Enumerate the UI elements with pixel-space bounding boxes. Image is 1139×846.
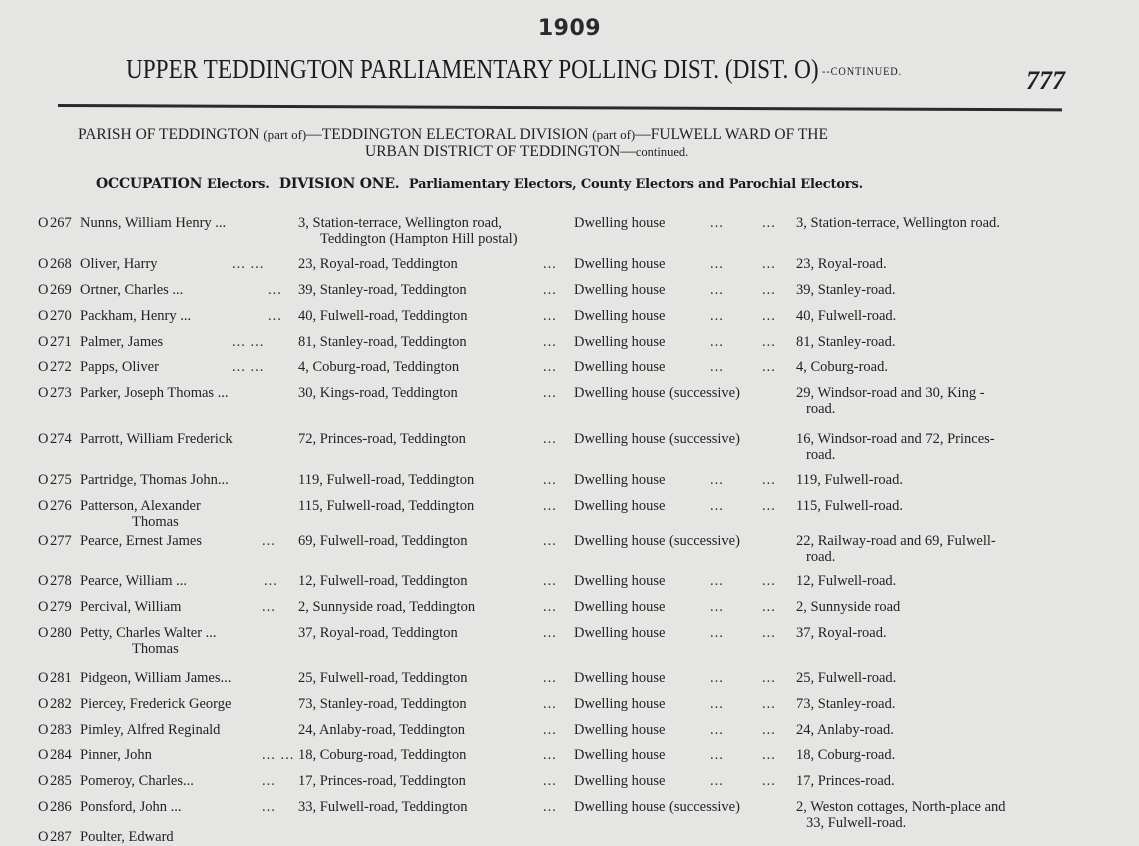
leader-dots: ... [762, 308, 776, 324]
leader-dots: ... [710, 359, 724, 375]
leader-dots: ... [262, 773, 276, 789]
elector-name: Palmer, James [80, 334, 164, 350]
division-letter: O [38, 282, 49, 298]
running-title [126, 54, 902, 85]
elector-name: Pidgeon, William James... [80, 670, 232, 686]
abode-address: 4, Coburg-road, Teddington [298, 359, 460, 375]
qualifying-property-continued: road. [806, 549, 836, 565]
leader-dots: ... [710, 215, 724, 231]
elector-name: Pimley, Alfred Reginald [80, 722, 221, 738]
abode-address: 3, Station-terrace, Wellington road, [298, 215, 502, 231]
qualification-nature: Dwelling house (successive) [574, 533, 740, 549]
leader-dots: ... [762, 670, 776, 686]
qualifying-property: 40, Fulwell-road. [796, 308, 897, 324]
division-letter: O [38, 308, 49, 324]
qualification-nature: Dwelling house [574, 215, 666, 231]
header-rule-divider [58, 104, 1062, 111]
leader-dots: ... ... [232, 334, 265, 350]
elector-name: Parker, Joseph Thomas ... [80, 385, 229, 401]
leader-dots: ... [762, 256, 776, 272]
leader-dots: ... [762, 625, 776, 641]
division-label: DIVISION ONE. [278, 176, 400, 192]
leader-dots: ... [762, 215, 776, 231]
leader-dots: ... ... [232, 359, 265, 375]
leader-dots: ... [710, 625, 724, 641]
leader-dots: ... [762, 599, 776, 615]
occupation-label: OCCUPATION [96, 176, 203, 192]
parish-line-1 [78, 126, 828, 143]
division-letter: O [38, 472, 49, 488]
division-letter: O [38, 256, 49, 272]
leader-dots: ... [762, 498, 776, 514]
leader-dots: ... [762, 696, 776, 712]
leader-dots: ... [268, 282, 282, 298]
abode-address: 24, Anlaby-road, Teddington [298, 722, 466, 738]
leader-dots: ... [543, 799, 557, 815]
division-letter: O [38, 670, 49, 686]
elector-number: 283 [50, 722, 72, 738]
division-letter: O [38, 533, 49, 549]
leader-dots: ... [762, 334, 776, 350]
elector-name: Piercey, Frederick George [80, 696, 232, 712]
elector-name: Pinner, John [80, 747, 152, 763]
abode-address: 18, Coburg-road, Teddington [298, 747, 467, 763]
leader-dots: ... [710, 599, 724, 615]
elector-name: Petty, Charles Walter ... [80, 625, 217, 641]
elector-number: 270 [50, 308, 72, 324]
qualifying-property: 23, Royal-road. [796, 256, 887, 272]
qualifying-property: 2, Weston cottages, North-place and [796, 799, 1006, 815]
qualification-nature: Dwelling house [574, 670, 666, 686]
leader-dots: ... [710, 773, 724, 789]
qualification-nature: Dwelling house [574, 334, 666, 350]
division-letter: O [38, 696, 49, 712]
qualifying-property: 29, Windsor-road and 30, King - [796, 385, 985, 401]
leader-dots: ... [543, 431, 557, 447]
elector-number: 279 [50, 599, 72, 615]
abode-address: 72, Princes-road, Teddington [298, 431, 466, 447]
part-of-note: (part of) [263, 127, 307, 142]
elector-number: 275 [50, 472, 72, 488]
leader-dots: ... [543, 334, 557, 350]
division-letter: O [38, 599, 49, 615]
abode-address: 69, Fulwell-road, Teddington [298, 533, 468, 549]
division-letter: O [38, 722, 49, 738]
qualification-nature: Dwelling house (successive) [574, 431, 740, 447]
division-letter: O [38, 385, 49, 401]
abode-address: 81, Stanley-road, Teddington [298, 334, 467, 350]
leader-dots: ... [710, 308, 724, 324]
qualification-nature: Dwelling house [574, 722, 666, 738]
division-letter: O [38, 359, 49, 375]
leader-dots: ... [543, 533, 557, 549]
qualifying-property-continued: 33, Fulwell-road. [806, 815, 907, 831]
qualifying-property-continued: road. [806, 447, 836, 463]
qualifying-property: 16, Windsor-road and 72, Princes- [796, 431, 995, 447]
parish-line-2 [365, 143, 688, 161]
qualification-nature: Dwelling house [574, 498, 666, 514]
elector-name: Patterson, Alexander [80, 498, 201, 514]
abode-address: 119, Fulwell-road, Teddington [298, 472, 475, 488]
abode-address-continued: Teddington (Hampton Hill postal) [320, 231, 518, 247]
abode-address: 23, Royal-road, Teddington [298, 256, 458, 272]
elector-name: Papps, Oliver [80, 359, 159, 375]
parish-name: PARISH OF TEDDINGTON [78, 126, 260, 143]
year-heading: 1909 [537, 16, 602, 41]
qualifying-property: 12, Fulwell-road. [796, 573, 897, 589]
elector-number: 277 [50, 533, 72, 549]
leader-dots: ... [262, 599, 276, 615]
abode-address: 17, Princes-road, Teddington [298, 773, 466, 789]
qualification-nature: Dwelling house [574, 696, 666, 712]
leader-dots: ... [543, 625, 557, 641]
elector-number: 272 [50, 359, 72, 375]
division-letter: O [38, 498, 49, 514]
part-of-note: (part of) [592, 127, 636, 142]
qualifying-property: 3, Station-terrace, Wellington road. [796, 215, 1000, 231]
leader-dots: ... [543, 773, 557, 789]
qualification-nature: Dwelling house [574, 282, 666, 298]
qualification-nature: Dwelling house [574, 359, 666, 375]
elector-name: Parrott, William Frederick [80, 431, 233, 447]
qualifying-property: 25, Fulwell-road. [796, 670, 897, 686]
leader-dots: ... [710, 722, 724, 738]
running-title-text: UPPER TEDDINGTON PARLIAMENTARY POLLING DIST. (DIST. O) [126, 54, 819, 84]
leader-dots: ... [762, 773, 776, 789]
qualification-nature: Dwelling house (successive) [574, 385, 740, 401]
qualifying-property: 115, Fulwell-road. [796, 498, 903, 514]
leader-dots: ... [268, 308, 282, 324]
qualification-nature: Dwelling house [574, 472, 666, 488]
qualification-nature: Dwelling house [574, 773, 666, 789]
leader-dots: ... [710, 472, 724, 488]
page-number: 777 [1026, 66, 1065, 95]
qualification-nature: Dwelling house [574, 573, 666, 589]
elector-name-continued: Thomas [132, 641, 179, 657]
leader-dots: ... [762, 573, 776, 589]
leader-dots: ... [710, 696, 724, 712]
division-letter: O [38, 431, 49, 447]
ward-name: —FULWELL WARD OF THE [635, 126, 828, 143]
leader-dots: ... [262, 799, 276, 815]
leader-dots: ... [710, 256, 724, 272]
leader-dots: ... [710, 573, 724, 589]
qualification-nature: Dwelling house [574, 625, 666, 641]
qualifying-property: 81, Stanley-road. [796, 334, 896, 350]
leader-dots: ... [762, 747, 776, 763]
qualifying-property: 24, Anlaby-road. [796, 722, 894, 738]
abode-address: 40, Fulwell-road, Teddington [298, 308, 468, 324]
elector-number: 278 [50, 573, 72, 589]
division-letter: O [38, 334, 49, 350]
elector-name: Pomeroy, Charles... [80, 773, 194, 789]
elector-name: Oliver, Harry [80, 256, 158, 272]
leader-dots: ... [710, 670, 724, 686]
leader-dots: ... [710, 282, 724, 298]
abode-address: 39, Stanley-road, Teddington [298, 282, 467, 298]
elector-number: 280 [50, 625, 72, 641]
division-letter: O [38, 799, 49, 815]
elector-name: Poulter, Edward [80, 829, 174, 845]
leader-dots: ... [543, 599, 557, 615]
elector-name: Pearce, Ernest James [80, 533, 202, 549]
qualifying-property: 4, Coburg-road. [796, 359, 888, 375]
qualifying-property: 37, Royal-road. [796, 625, 887, 641]
elector-number: 276 [50, 498, 72, 514]
leader-dots: ... [543, 472, 557, 488]
continued-label: --CONTINUED. [822, 64, 903, 78]
elector-number: 282 [50, 696, 72, 712]
elector-types-label: Parliamentary Electors, County Electors and Parochial Electors. [408, 177, 863, 192]
qualification-nature: Dwelling house [574, 747, 666, 763]
leader-dots: ... [762, 282, 776, 298]
leader-dots: ... [262, 533, 276, 549]
elector-number: 281 [50, 670, 72, 686]
elector-number: 285 [50, 773, 72, 789]
qualifying-property: 18, Coburg-road. [796, 747, 896, 763]
leader-dots: ... [543, 696, 557, 712]
qualifying-property-continued: road. [806, 401, 836, 417]
leader-dots: ... [710, 334, 724, 350]
division-letter: O [38, 215, 49, 231]
elector-number: 274 [50, 431, 72, 447]
elector-name: Packham, Henry ... [80, 308, 192, 324]
elector-number: 269 [50, 282, 72, 298]
qualifying-property: 39, Stanley-road. [796, 282, 896, 298]
division-letter: O [38, 773, 49, 789]
leader-dots: ... [762, 359, 776, 375]
abode-address: 30, Kings-road, Teddington [298, 385, 458, 401]
leader-dots: ... ... [232, 256, 265, 272]
electoral-division-name: —TEDDINGTON ELECTORAL DIVISION [306, 126, 589, 143]
qualifying-property: 2, Sunnyside road [796, 599, 901, 615]
leader-dots: ... [543, 359, 557, 375]
qualification-nature: Dwelling house [574, 256, 666, 272]
list-subheading [96, 176, 863, 192]
qualifying-property: 119, Fulwell-road. [796, 472, 903, 488]
elector-number: 273 [50, 385, 72, 401]
qualification-nature: Dwelling house [574, 599, 666, 615]
electors-label: Electors. [206, 177, 270, 192]
leader-dots: ... [543, 722, 557, 738]
leader-dots: ... [543, 385, 557, 401]
continued-note: continued. [635, 145, 689, 159]
elector-name: Nunns, William Henry ... [80, 215, 227, 231]
qualifying-property: 17, Princes-road. [796, 773, 895, 789]
qualification-nature: Dwelling house (successive) [574, 799, 740, 815]
qualification-nature: Dwelling house [574, 308, 666, 324]
abode-address: 115, Fulwell-road, Teddington [298, 498, 475, 514]
elector-number: 267 [50, 215, 72, 231]
elector-number: 287 [50, 829, 72, 845]
leader-dots: ... [543, 256, 557, 272]
leader-dots: ... [543, 498, 557, 514]
leader-dots: ... [543, 747, 557, 763]
elector-number: 284 [50, 747, 72, 763]
qualifying-property: 73, Stanley-road. [796, 696, 896, 712]
leader-dots: ... [710, 498, 724, 514]
leader-dots: ... [710, 747, 724, 763]
leader-dots: ... [543, 573, 557, 589]
elector-name: Ortner, Charles ... [80, 282, 184, 298]
leader-dots: ... [543, 282, 557, 298]
abode-address: 73, Stanley-road, Teddington [298, 696, 467, 712]
leader-dots: ... [543, 670, 557, 686]
abode-address: 2, Sunnyside road, Teddington [298, 599, 476, 615]
abode-address: 33, Fulwell-road, Teddington [298, 799, 468, 815]
abode-address: 12, Fulwell-road, Teddington [298, 573, 468, 589]
leader-dots: ... [762, 472, 776, 488]
elector-name: Pearce, William ... [80, 573, 188, 589]
qualifying-property: 22, Railway-road and 69, Fulwell- [796, 533, 996, 549]
urban-district-name: URBAN DISTRICT OF TEDDINGTON— [365, 143, 636, 160]
elector-name: Percival, William [80, 599, 182, 615]
elector-name-continued: Thomas [132, 514, 179, 530]
leader-dots: ... [762, 722, 776, 738]
division-letter: O [38, 625, 49, 641]
elector-name: Partridge, Thomas John... [80, 472, 229, 488]
division-letter: O [38, 747, 49, 763]
leader-dots: ... [543, 308, 557, 324]
leader-dots: ... ... [262, 747, 295, 763]
elector-number: 268 [50, 256, 72, 272]
elector-name: Ponsford, John ... [80, 799, 182, 815]
elector-number: 286 [50, 799, 72, 815]
leader-dots: ... [264, 573, 278, 589]
division-letter: O [38, 573, 49, 589]
abode-address: 37, Royal-road, Teddington [298, 625, 458, 641]
elector-number: 271 [50, 334, 72, 350]
abode-address: 25, Fulwell-road, Teddington [298, 670, 468, 686]
division-letter: O [38, 829, 49, 845]
